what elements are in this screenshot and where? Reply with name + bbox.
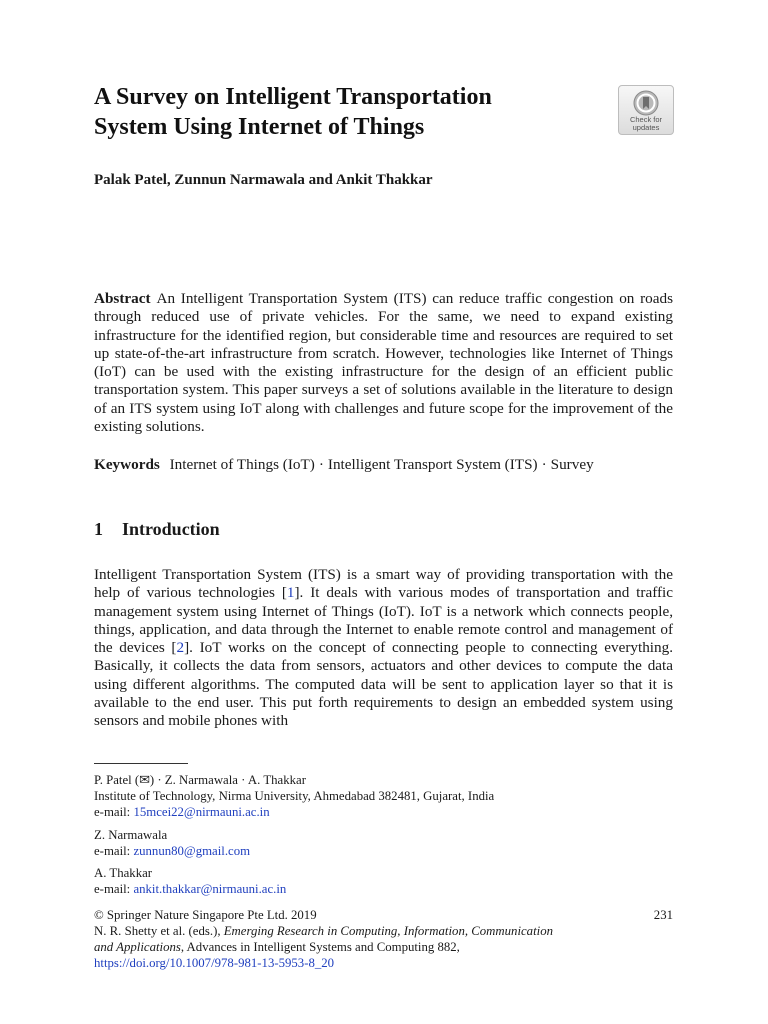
keywords <box>94 456 673 474</box>
email-line <box>94 804 673 820</box>
footnote-divider <box>94 763 188 764</box>
citation-link-1[interactable]: 1 <box>286 584 295 602</box>
keyword: Survey <box>550 456 594 473</box>
affiliation-block <box>94 865 673 897</box>
title-line-2: System Using Internet of Things <box>94 114 425 140</box>
intro-text: ]. IoT works on the concept of connecting people to connecting everything. Basically, it collects the data from sensors, actuators and other devices to compute the data using different algorithms. The computed data will be sent to application layer so that it is available to the end user. This put forth requirements to design an embedded system using sensors and mobile phones with <box>94 639 673 730</box>
book-title: Emerging Research in Computing, Information, Communication <box>223 924 553 938</box>
doi-link[interactable]: https://doi.org/10.1007/978-981-13-5953-8_20 <box>94 956 335 970</box>
citation-prefix: N. R. Shetty et al. (eds.), <box>94 924 224 938</box>
paper-title <box>94 82 594 142</box>
affiliation-block <box>94 772 673 820</box>
author-name: Z. Narmawala <box>94 828 168 842</box>
citation-suffix: , Advances in Intelligent Systems and Computing 882, <box>180 940 460 954</box>
badge-label-1: Check for <box>629 115 663 124</box>
author-name: A. Thakkar <box>94 866 153 880</box>
page-number: 231 <box>653 908 673 922</box>
intro-text: Intelligent Transportation System (ITS) is a smart way of providing transportation with the help of various technologies [ <box>94 566 673 602</box>
email-line <box>94 843 673 859</box>
keywords-label: Keywords <box>94 456 160 473</box>
affiliation-institution: Institute of Technology, Nirma University, Ahmedabad 382481, Gujarat, India <box>94 789 495 803</box>
section-title: Introduction <box>122 519 220 539</box>
email-label: e-mail: <box>94 882 131 896</box>
citation-line <box>94 923 673 939</box>
intro-paragraph <box>94 566 673 731</box>
email-label: e-mail: <box>94 805 131 819</box>
email-link-2[interactable]: zunnun80@gmail.com <box>133 844 251 858</box>
check-for-updates-badge[interactable] <box>618 85 674 135</box>
affiliation-block <box>94 827 673 859</box>
keyword: Intelligent Transport System (ITS) <box>327 456 538 473</box>
keyword-separator: · <box>541 456 547 473</box>
keyword: Internet of Things (IoT) <box>169 456 315 473</box>
keyword-separator: · <box>318 456 324 473</box>
abstract <box>94 290 673 436</box>
badge-label-2: updates <box>632 123 660 132</box>
title-line-1: A Survey on Intelligent Transportation <box>94 84 492 110</box>
email-line <box>94 881 673 897</box>
email-link-3[interactable]: ankit.thakkar@nirmauni.ac.in <box>133 882 287 896</box>
section-number: 1 <box>94 519 103 539</box>
affiliation-authors: P. Patel (✉) · Z. Narmawala · A. Thakkar <box>94 773 306 787</box>
author-list: Palak Patel, Zunnun Narmawala and Ankit Thakkar <box>94 172 433 188</box>
book-title: and Applications <box>94 940 181 954</box>
email-label: e-mail: <box>94 844 131 858</box>
email-link-1[interactable]: 15mcei22@nirmauni.ac.in <box>133 805 270 819</box>
abstract-text: An Intelligent Transportation System (ITS) can reduce traffic congestion on roads through reduced use of private vehicles. For the same, we need to expand existing infrastructure for the identified region, but considerable time and resources are required to set up state-of-the-art infrastructure from scratch. However, technologies like Internet of Things (IoT) can be used with the existing infrastructure for the design of an efficient public transportation system. This paper surveys a set of solutions available in the literature to design of an ITS system using IoT along with challenges and future scope for the improvement of the existing solutions. <box>94 290 673 436</box>
copyright-block <box>94 907 673 971</box>
bookmark-ribbon-icon <box>633 90 659 116</box>
copyright-line: © Springer Nature Singapore Pte Ltd. 2019 <box>94 908 317 922</box>
intro-text: ]. It deals with various modes of transportation and traffic management system using Internet of Things (IoT). IoT is a network which connects people, things, application, and data through the Internet to enable remote control and management of the devices [ <box>94 584 674 657</box>
citation-line <box>94 939 673 955</box>
section-heading <box>94 519 220 540</box>
citation-link-2[interactable]: 2 <box>176 639 185 657</box>
abstract-label: Abstract <box>94 290 151 307</box>
